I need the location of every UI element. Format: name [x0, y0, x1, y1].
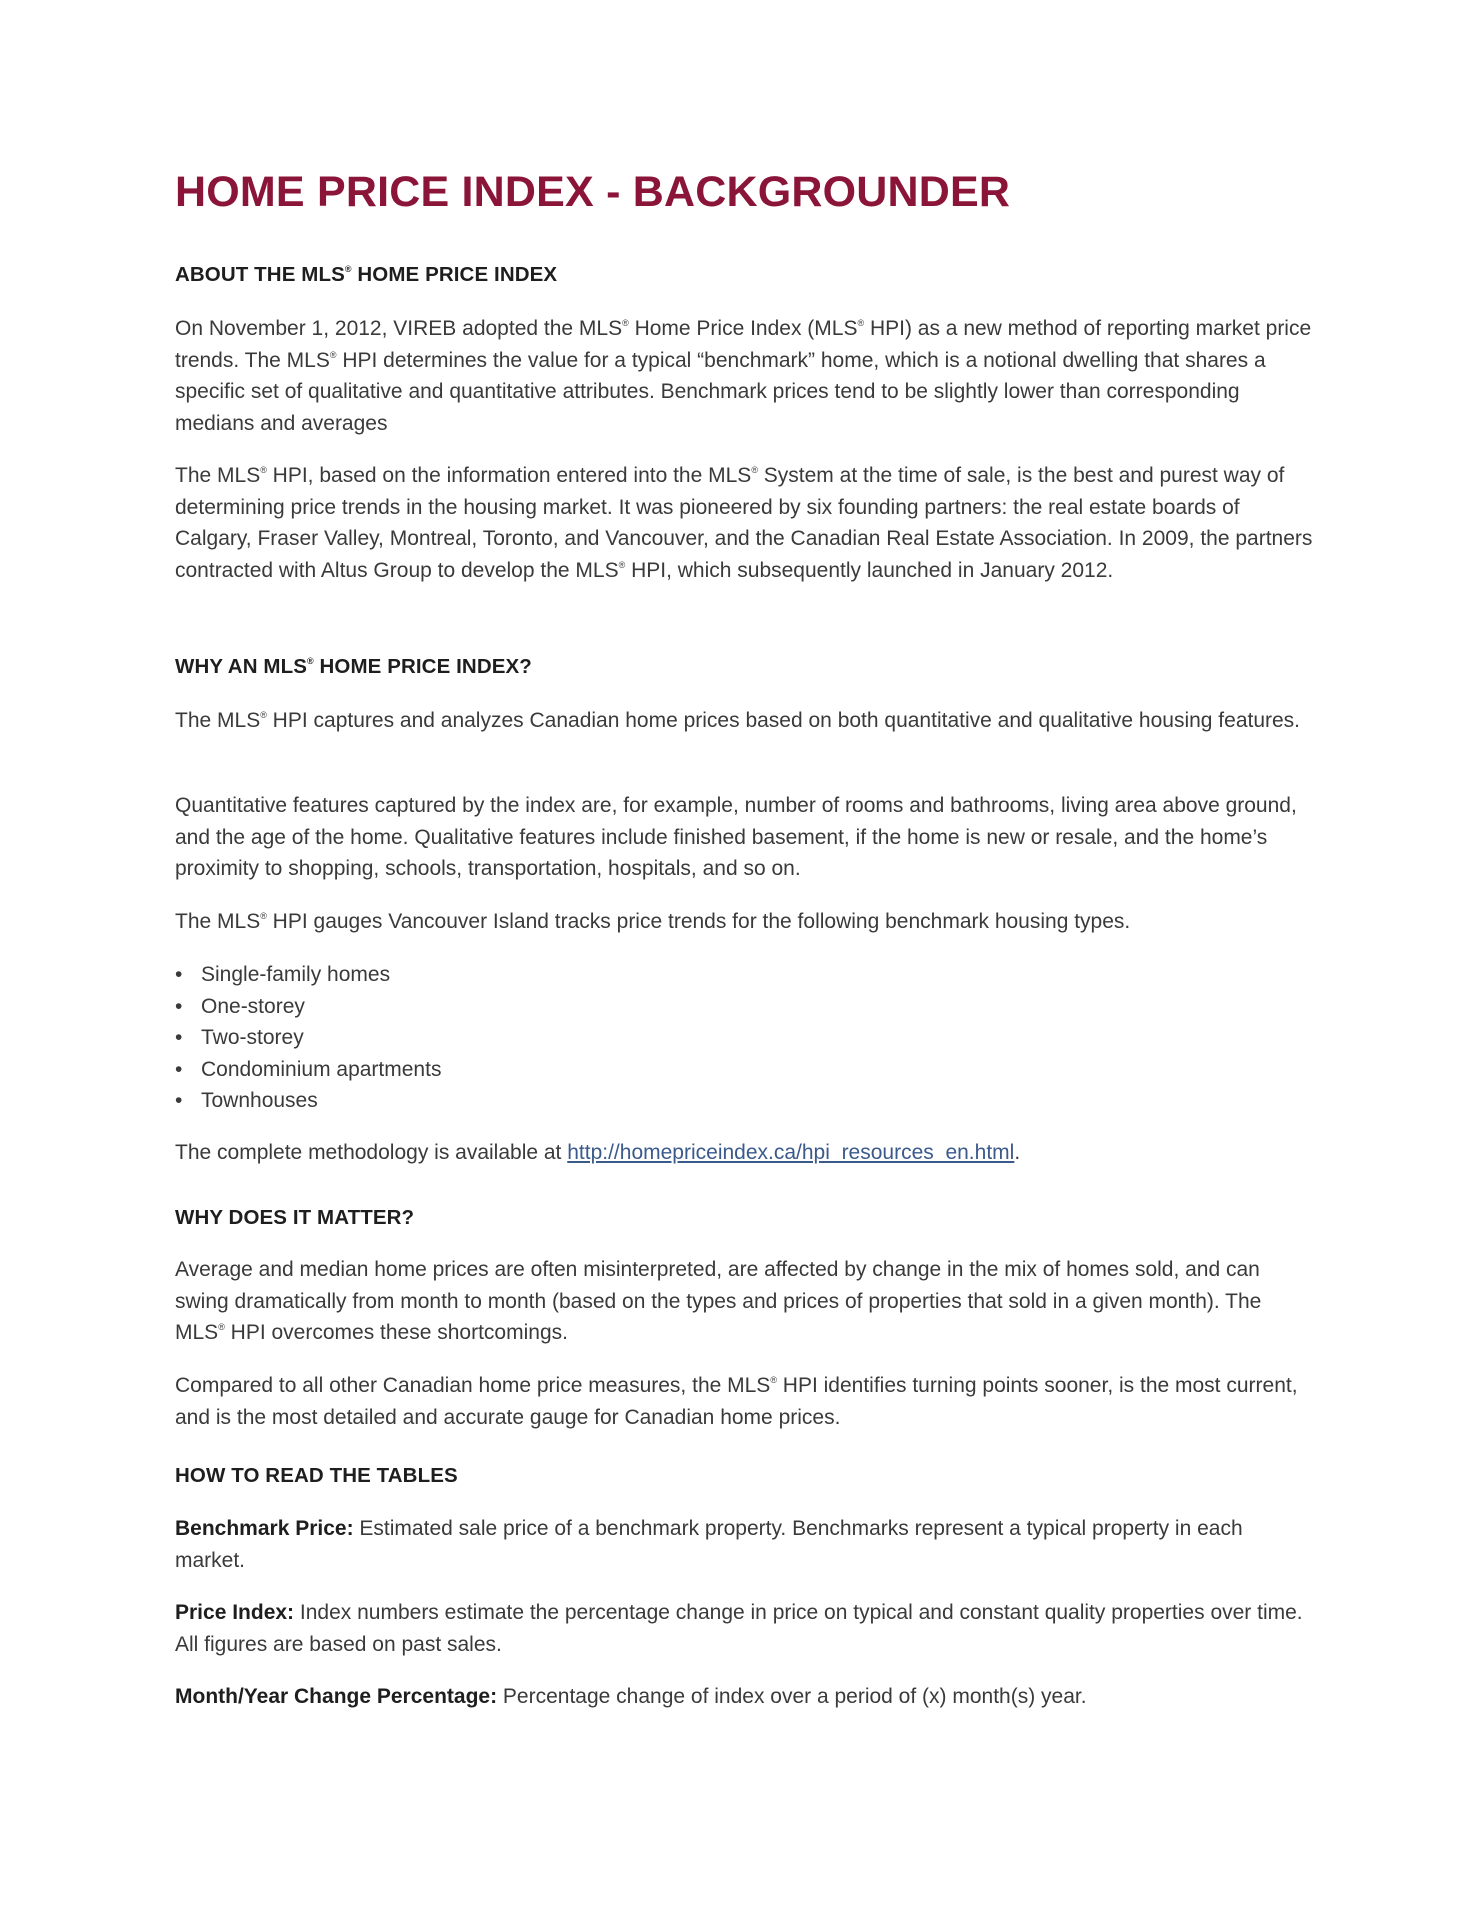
why-paragraph-2: Quantitative features captured by the index are, for example, number of rooms and bathrooms, living area above ground, and the age of the home. Qualitative features include finished basement, if the home is new or resale, and the home’s proximity to shopping, schools, transportation, hospitals, and so on.	[175, 794, 1297, 880]
definition-price-index: Price Index: Index numbers estimate the percentage change in price on typical and constant quality properties over time. All figures are based on past sales.	[175, 1601, 1303, 1656]
registered-mark: ®	[260, 911, 267, 921]
bullet-icon: •	[175, 1057, 183, 1081]
bullet-icon: •	[175, 1089, 183, 1112]
bullet-icon: •	[175, 1026, 183, 1049]
registered-mark: ®	[618, 559, 626, 570]
matter-paragraph-2: Compared to all other Canadian home price measures, the MLS® HPI identifies turning points sooner, is the most current, and is the most detailed and accurate gauge for Canadian home prices.	[175, 1374, 1298, 1429]
list-item: • Townhouses	[175, 1085, 1315, 1117]
section-heading-why: WHY AN MLS® HOME PRICE INDEX?	[175, 655, 532, 678]
list-item: • Condominium apartments	[175, 1054, 1315, 1086]
definition-term: Month/Year Change Percentage:	[175, 1685, 498, 1708]
definition-term: Benchmark Price:	[175, 1517, 354, 1540]
section-heading-matter: WHY DOES IT MATTER?	[175, 1206, 415, 1229]
section-heading-about: ABOUT THE MLS® HOME PRICE INDEX	[175, 263, 558, 286]
page-title: HOME PRICE INDEX - BACKGROUNDER	[175, 168, 1011, 216]
registered-mark: ®	[260, 465, 267, 475]
list-item: • One-storey	[175, 991, 1315, 1023]
registered-mark: ®	[260, 710, 267, 720]
section-heading-tables: HOW TO READ THE TABLES	[175, 1464, 458, 1487]
bullet-icon: •	[175, 963, 183, 986]
methodology-paragraph: The complete methodology is available at http://homepriceindex.ca/hpi_resources_en.html.	[175, 1141, 1021, 1164]
why-paragraph-3: The MLS® HPI gauges Vancouver Island tracks price trends for the following benchmark housing types.	[175, 910, 1131, 933]
matter-paragraph-1: Average and median home prices are often misinterpreted, are affected by change in the mix of homes sold, and can swing dramatically from month to month (based on the types and prices of properties that sold in a given month). The MLS® HPI overcomes these shortcomings.	[175, 1258, 1262, 1344]
about-paragraph-2: The MLS® HPI, based on the information entered into the MLS® System at the time of sale, is the best and purest way of determining price trends in the housing market. It was pioneered by six founding partners: the real estate boards of Calgary, Fraser Valley, Montreal, Toronto, and Vancouver, and the Canadian Real Estate Association. In 2009, the partners contracted with Altus Group to develop the MLS® HPI, which subsequently launched in January 2012.	[175, 464, 1313, 582]
definition-term: Price Index:	[175, 1601, 295, 1624]
list-item: • Single-family homes	[175, 959, 1315, 991]
definition-benchmark-price: Benchmark Price: Estimated sale price of a benchmark property. Benchmarks represent a typical property in each market.	[175, 1517, 1243, 1572]
registered-mark: ®	[306, 656, 314, 666]
why-paragraph-1: The MLS® HPI captures and analyzes Canadian home prices based on both quantitative and qualitative housing features.	[175, 709, 1301, 732]
registered-mark: ®	[857, 318, 865, 328]
list-item: • Two-storey	[175, 1022, 1315, 1054]
registered-mark: ®	[329, 349, 337, 360]
definition-change-percentage: Month/Year Change Percentage: Percentage change of index over a period of (x) month(s) year.	[175, 1685, 1087, 1708]
about-paragraph-1: On November 1, 2012, VIREB adopted the MLS® Home Price Index (MLS® HPI) as a new method of reporting market price trends. The MLS® HPI determines the value for a typical “benchmark” home, which is a notional dwelling that shares a specific set of qualitative and quantitative attributes. Benchmark prices tend to be slightly lower than corresponding medians and averages	[175, 317, 1312, 435]
registered-mark: ®	[622, 318, 629, 328]
housing-types-list	[175, 959, 1315, 1117]
registered-mark: ®	[344, 264, 352, 274]
registered-mark: ®	[218, 1322, 225, 1332]
methodology-link[interactable]: http://homepriceindex.ca/hpi_resources_en.html	[567, 1141, 1015, 1164]
registered-mark: ®	[751, 465, 758, 475]
bullet-icon: •	[175, 994, 183, 1018]
registered-mark: ®	[770, 1375, 777, 1385]
